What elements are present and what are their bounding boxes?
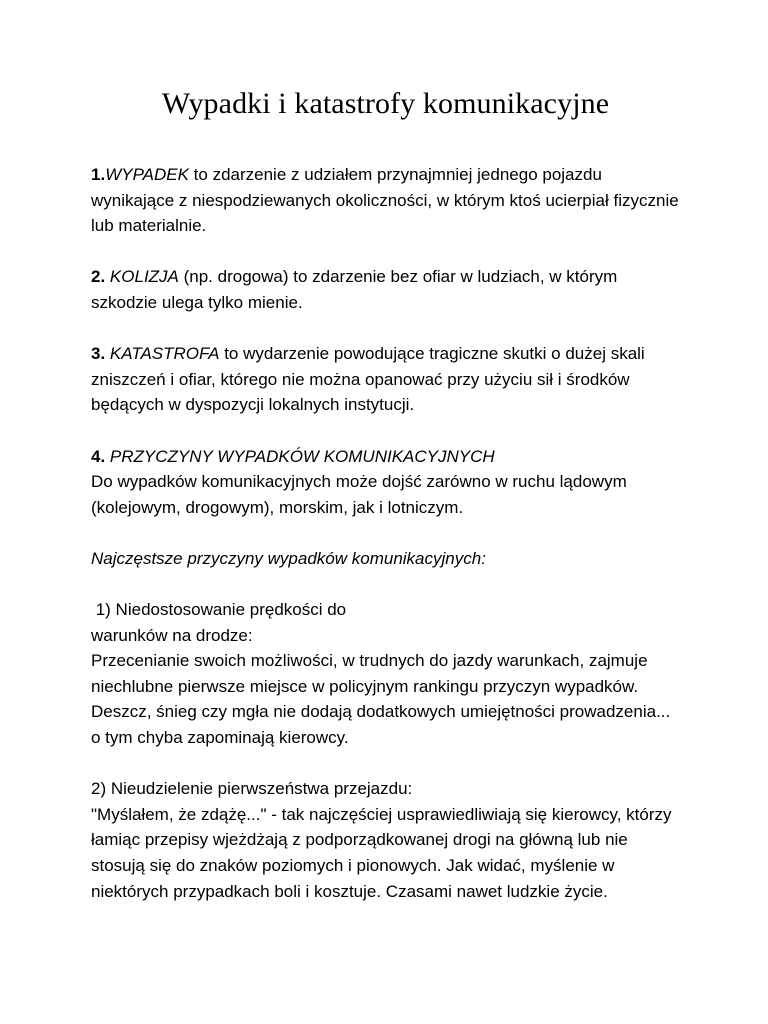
- defined-term: WYPADEK: [105, 165, 189, 184]
- cause-2: [91, 776, 680, 904]
- causes-intro: Najczęstsze przyczyny wypadków komunikacyjnych:: [91, 548, 486, 568]
- definition-text: to zdarzenie z udziałem przynajmniej jednego pojazdu wynikające z niespodziewanych okoliczności, w którym ktoś ucierpiał fizycznie lub materialnie.: [91, 165, 679, 236]
- cause-1: [91, 597, 680, 751]
- section-causes: [91, 444, 680, 521]
- section-heading: PRZYCZYNY WYPADKÓW KOMUNIKACYJNYCH: [109, 446, 495, 466]
- cause-text: "Myślałem, że zdążę..." - tak najczęściej usprawiedliwiają się kierowcy, którzy łamiąc przepisy wjeżdżają z podporządkowanej drogi na główną lub nie stosują się do znaków poziomych i pionowych. Jak widać, myślenie w niektórych przypadkach boli i kosztuje. Czasami nawet ludzkie życie.: [91, 804, 672, 901]
- defined-term: KATASTROFA: [109, 344, 220, 364]
- cause-heading-line-2: warunków na drodze:: [91, 625, 253, 645]
- definition-kolizja: [91, 264, 680, 315]
- defined-term: KOLIZJA: [109, 267, 179, 287]
- definition-wypadek: [91, 162, 680, 239]
- section-heading-line: [91, 444, 680, 470]
- item-number: 1.: [91, 165, 106, 184]
- document-body: [91, 162, 680, 904]
- definition-text: to wydarzenie powodujące tragiczne skutki o dużej skali zniszczeń i ofiar, którego nie można opanować przy użyciu sił i środków będących w dyspozycji lokalnych instytucji.: [91, 344, 645, 415]
- document-title: Wypadki i katastrofy komunikacyjne: [161, 87, 610, 120]
- item-number: 2.: [91, 267, 106, 287]
- definition-text: (np. drogowa) to zdarzenie bez ofiar w ludziach, w którym szkodzie ulega tylko mienie.: [91, 267, 618, 312]
- cause-text: Przecenianie swoich możliwości, w trudnych do jazdy warunkach, zajmuje niechlubne pierwsze miejsce w policyjnym rankingu przyczyn wypadków. Deszcz, śnieg czy mgła nie dodają dodatkowych umiejętności prowadzenia... o tym chyba zapominają kierowcy.: [91, 651, 671, 748]
- item-number: 4.: [91, 446, 106, 466]
- section-text: Do wypadków komunikacyjnych może dojść zarówno w ruchu lądowym (kolejowym, drogowym), morskim, jak i lotniczym.: [91, 472, 627, 517]
- item-number: 3.: [91, 344, 106, 364]
- cause-heading-line-1: 1) Niedostosowanie prędkości do: [91, 600, 347, 620]
- definition-katastrofa: [91, 341, 680, 418]
- cause-heading: 2) Nieudzielenie pierwszeństwa przejazdu:: [91, 779, 413, 799]
